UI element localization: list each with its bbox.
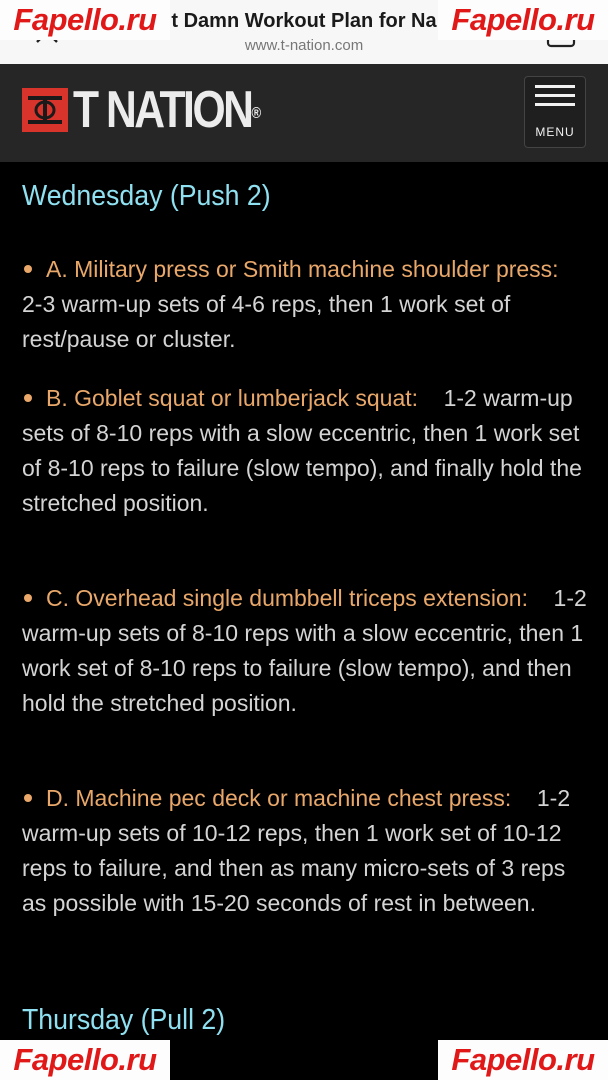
menu-label: MENU [535, 125, 575, 139]
page-url[interactable]: www.t-nation.com [244, 37, 364, 54]
section-heading-thursday: Thursday (Pull 2) [22, 1004, 226, 1036]
bullet-icon [24, 594, 32, 602]
exercise-detail: 1-2 warm-up sets of 8-10 reps with a slow eccentric, then 1 work set of 8-10 reps to failure (slow tempo), and then hold the stretched position. [22, 585, 587, 716]
hamburger-line [535, 103, 575, 106]
exercise-item [22, 581, 588, 721]
exercise-detail: 1-2 warm-up sets of 10-12 reps, then 1 work set of 10-12 reps to failure, and then as many micro-sets of 3 reps as possible with 15-20 seconds of rest in between. [22, 785, 571, 916]
exercise-name: C. Overhead single dumbbell triceps extension: [46, 585, 528, 611]
section-heading-wednesday: Wednesday (Push 2) [22, 180, 271, 212]
menu-button[interactable] [524, 76, 586, 148]
logo-text: T NATION [73, 81, 252, 139]
site-logo[interactable] [73, 82, 261, 138]
hamburger-icon [535, 85, 575, 88]
bullet-icon [24, 394, 32, 402]
exercise-item [22, 252, 588, 357]
exercise-name: B. Goblet squat or lumberjack squat: [46, 385, 419, 411]
watermark: Fapello.ru [438, 0, 608, 40]
bullet-icon [24, 265, 32, 273]
exercise-item [22, 381, 588, 521]
bullet-icon [24, 794, 32, 802]
registered-mark: ® [251, 105, 262, 122]
page-title: t Damn Workout Plan for Na [171, 10, 437, 32]
exercise-detail: 1-2 warm-up sets of 8-10 reps with a slow eccentric, then 1 work set of 8-10 reps to failure (slow tempo), and finally hold the stretched position. [22, 385, 582, 516]
exercise-name: A. Military press or Smith machine shoulder press: [46, 256, 559, 282]
watermark: Fapello.ru [0, 0, 170, 40]
tnation-logo-icon[interactable] [22, 88, 68, 132]
watermark: Fapello.ru [438, 1040, 608, 1080]
exercise-item [22, 781, 588, 921]
exercise-detail: 2-3 warm-up sets of 4-6 reps, then 1 work set of rest/pause or cluster. [22, 291, 511, 352]
exercise-name: D. Machine pec deck or machine chest press: [46, 785, 512, 811]
hamburger-line [535, 94, 575, 97]
watermark: Fapello.ru [0, 1040, 170, 1080]
